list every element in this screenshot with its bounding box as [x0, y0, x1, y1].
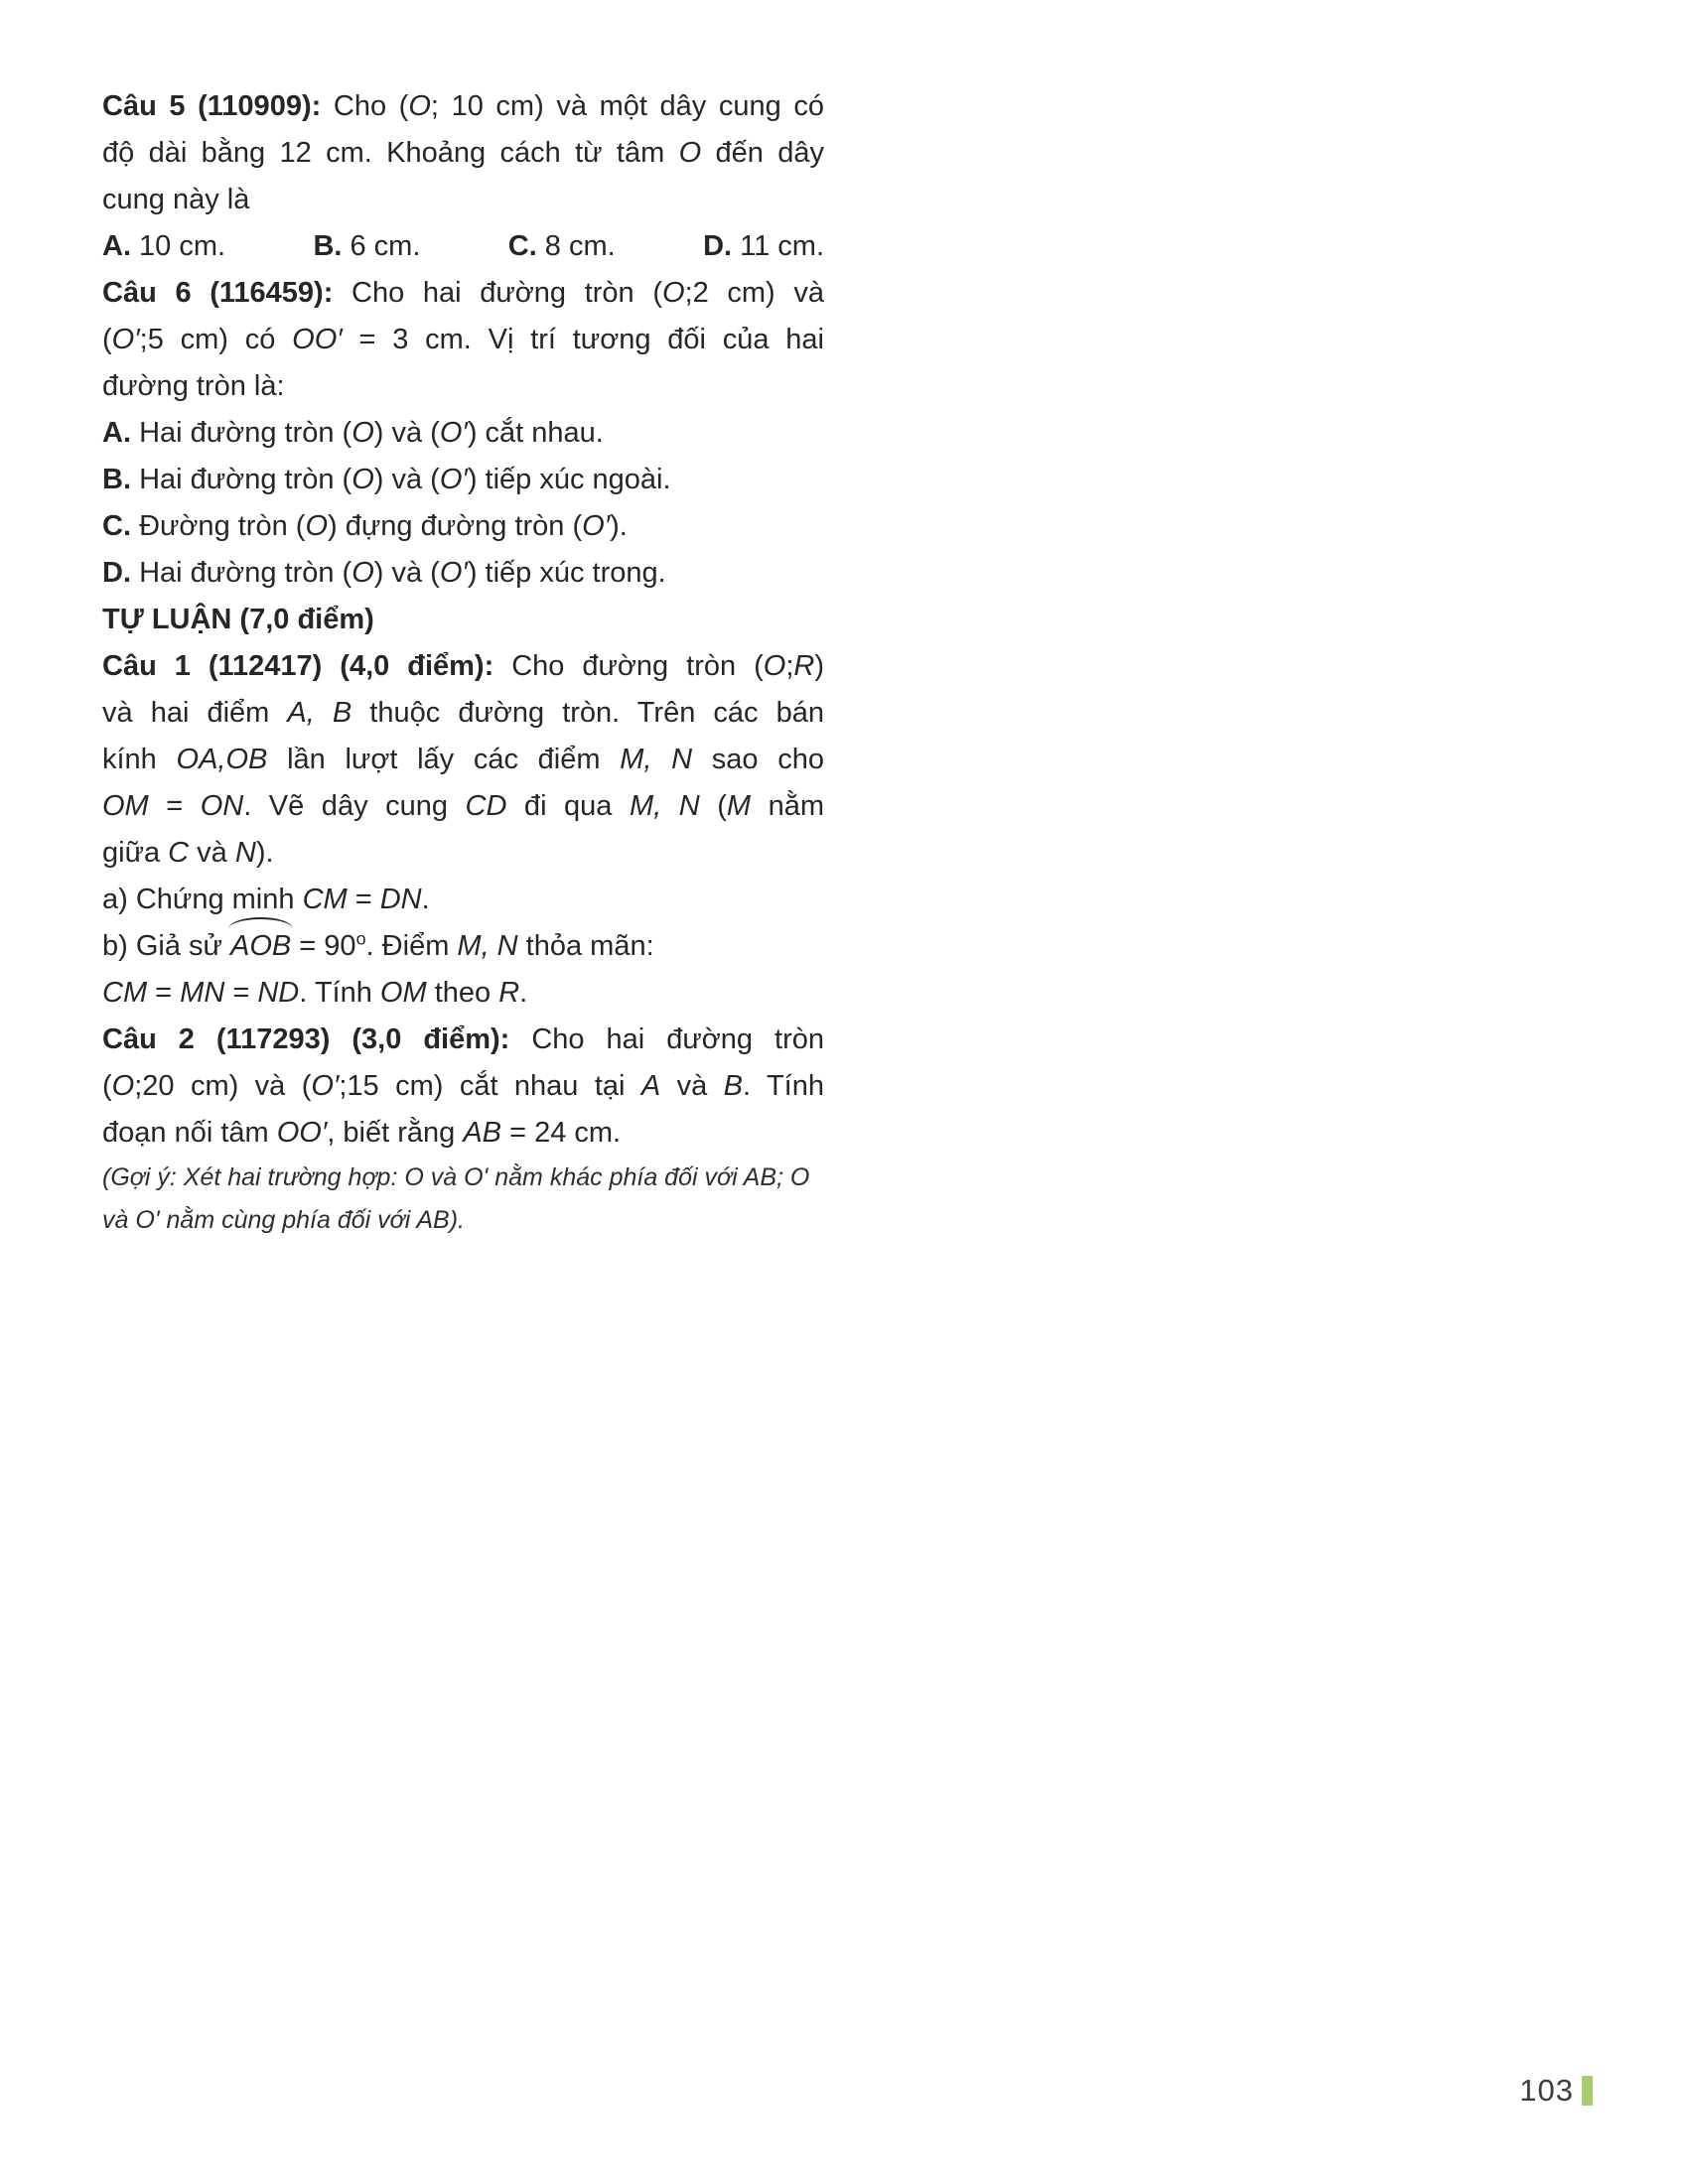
- text-line: (O;20 cm) và (O′;15 cm) cắt nhau tại A và B. Tính: [102, 1070, 824, 1102]
- document-body: [102, 83, 824, 1242]
- text-line: cung này là: [102, 184, 250, 215]
- text-line: đường tròn là:: [102, 370, 285, 402]
- answer-option: B. 6 cm.: [313, 230, 421, 262]
- text-line: Câu 5 (110909): Cho (O; 10 cm) và một dây cung có: [102, 90, 824, 122]
- text-line: A. Hai đường tròn (O) và (O′) cắt nhau.: [102, 417, 604, 449]
- text-line: Câu 1 (112417) (4,0 điểm): Cho đường tròn (O;R): [102, 650, 824, 682]
- text-line: (Gợi ý: Xét hai trường hợp: O và O' nằm khác phía đối với AB; O: [102, 1163, 810, 1191]
- text-line: CM = MN = ND. Tính OM theo R.: [102, 977, 528, 1009]
- text-line: đoạn nối tâm OO′, biết rằng AB = 24 cm.: [102, 1117, 622, 1149]
- text-line: và O' nằm cùng phía đối với AB).: [102, 1206, 465, 1234]
- answer-option: C. 8 cm.: [507, 230, 616, 262]
- text-line: a) Chứng minh CM = DN.: [102, 884, 430, 915]
- page-number: 103: [1519, 2073, 1574, 2108]
- answer-option: D. 11 cm.: [703, 230, 824, 262]
- text-line: và hai điểm A, B thuộc đường tròn. Trên các bán: [102, 697, 824, 729]
- page-footer: [1519, 2073, 1593, 2109]
- text-line: B. Hai đường tròn (O) và (O′) tiếp xúc ngoài.: [102, 464, 671, 495]
- text-line: C. Đường tròn (O) đựng đường tròn (O′).: [102, 510, 628, 542]
- text-line: TỰ LUẬN (7,0 điểm): [102, 604, 374, 635]
- answer-options-row: [102, 223, 824, 270]
- green-bar-icon: [1582, 2076, 1593, 2106]
- text-line: kính OA,OB lần lượt lấy các điểm M, N sao cho: [102, 744, 824, 775]
- text-line: Câu 6 (116459): Cho hai đường tròn (O;2 cm) và: [102, 277, 824, 309]
- text-line: b) Giả sử AOB = $90^o$. Điểm M, N thỏa mãn:: [102, 923, 824, 970]
- text-line: Câu 2 (117293) (3,0 điểm): Cho hai đường tròn: [102, 1024, 825, 1055]
- text-line: (O′;5 cm) có OO′ = 3 cm. Vị trí tương đối của hai: [102, 324, 824, 355]
- answer-option: A. 10 cm.: [102, 230, 226, 262]
- text-line: độ dài bằng 12 cm. Khoảng cách từ tâm O đến dây: [102, 137, 824, 169]
- text-line: giữa C và N).: [102, 837, 274, 869]
- text-line: D. Hai đường tròn (O) và (O′) tiếp xúc trong.: [102, 557, 666, 589]
- text-line: OM = ON. Vẽ dây cung CD đi qua M, N (M nằm: [102, 790, 824, 822]
